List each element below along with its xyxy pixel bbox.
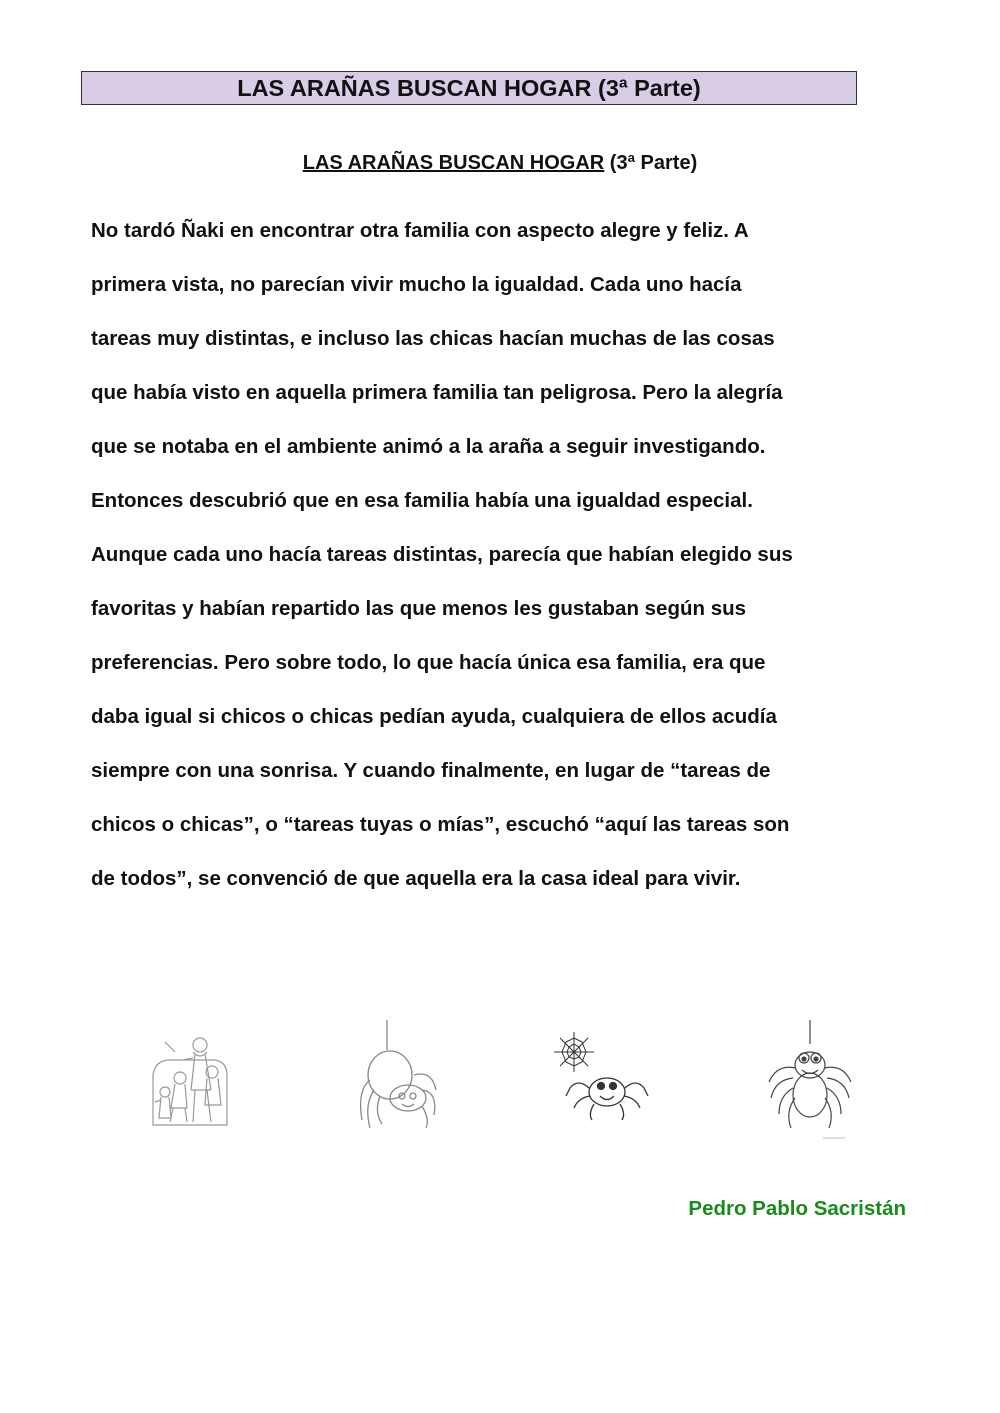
banner-title: LAS ARAÑAS BUSCAN HOGAR (3ª Parte) <box>237 74 701 101</box>
story-line: favoritas y habían repartido las que menos les gustaban según sus <box>91 597 747 620</box>
author-name: Pedro Pablo Sacristán <box>688 1197 906 1220</box>
title-banner <box>81 71 857 105</box>
spider-web-illustration <box>552 1026 657 1126</box>
story-line: siempre con una sonrisa. Y cuando finalmente, en lugar de “tareas de <box>91 759 771 782</box>
subtitle-underlined: LAS ARAÑAS BUSCAN HOGAR <box>302 152 605 174</box>
smiling-spider-illustration <box>765 1020 865 1140</box>
subtitle-rest: (3ª Parte) <box>604 152 698 174</box>
story-line: chicos o chicas”, o “tareas tuyas o mías”, escuchó “aquí las tareas son <box>91 813 790 836</box>
story-text <box>91 204 921 906</box>
story-line: Entonces descubrió que en esa familia había una igualdad especial. <box>91 489 753 512</box>
page-subtitle <box>0 152 1000 175</box>
story-line: que se notaba en el ambiente animó a la araña a seguir investigando. <box>91 435 766 458</box>
story-line: preferencias. Pero sobre todo, lo que hacía única esa familia, era que <box>91 651 766 674</box>
story-line: Aunque cada uno hacía tareas distintas, parecía que habían elegido sus <box>91 543 793 566</box>
hanging-spider-illustration <box>352 1020 442 1132</box>
story-line: de todos”, se convenció de que aquella era la casa ideal para vivir. <box>91 867 741 890</box>
story-line: primera vista, no parecían vivir mucho la igualdad. Cada uno hacía <box>91 273 742 296</box>
story-line: que había visto en aquella primera familia tan peligrosa. Pero la alegría <box>91 381 783 404</box>
story-line: daba igual si chicos o chicas pedían ayuda, cualquiera de ellos acudía <box>91 705 777 728</box>
family-illustration <box>145 1030 235 1130</box>
story-line: No tardó Ñaki en encontrar otra familia con aspecto alegre y feliz. A <box>91 219 749 242</box>
story-line: tareas muy distintas, e incluso las chicas hacían muchas de las cosas <box>91 327 775 350</box>
